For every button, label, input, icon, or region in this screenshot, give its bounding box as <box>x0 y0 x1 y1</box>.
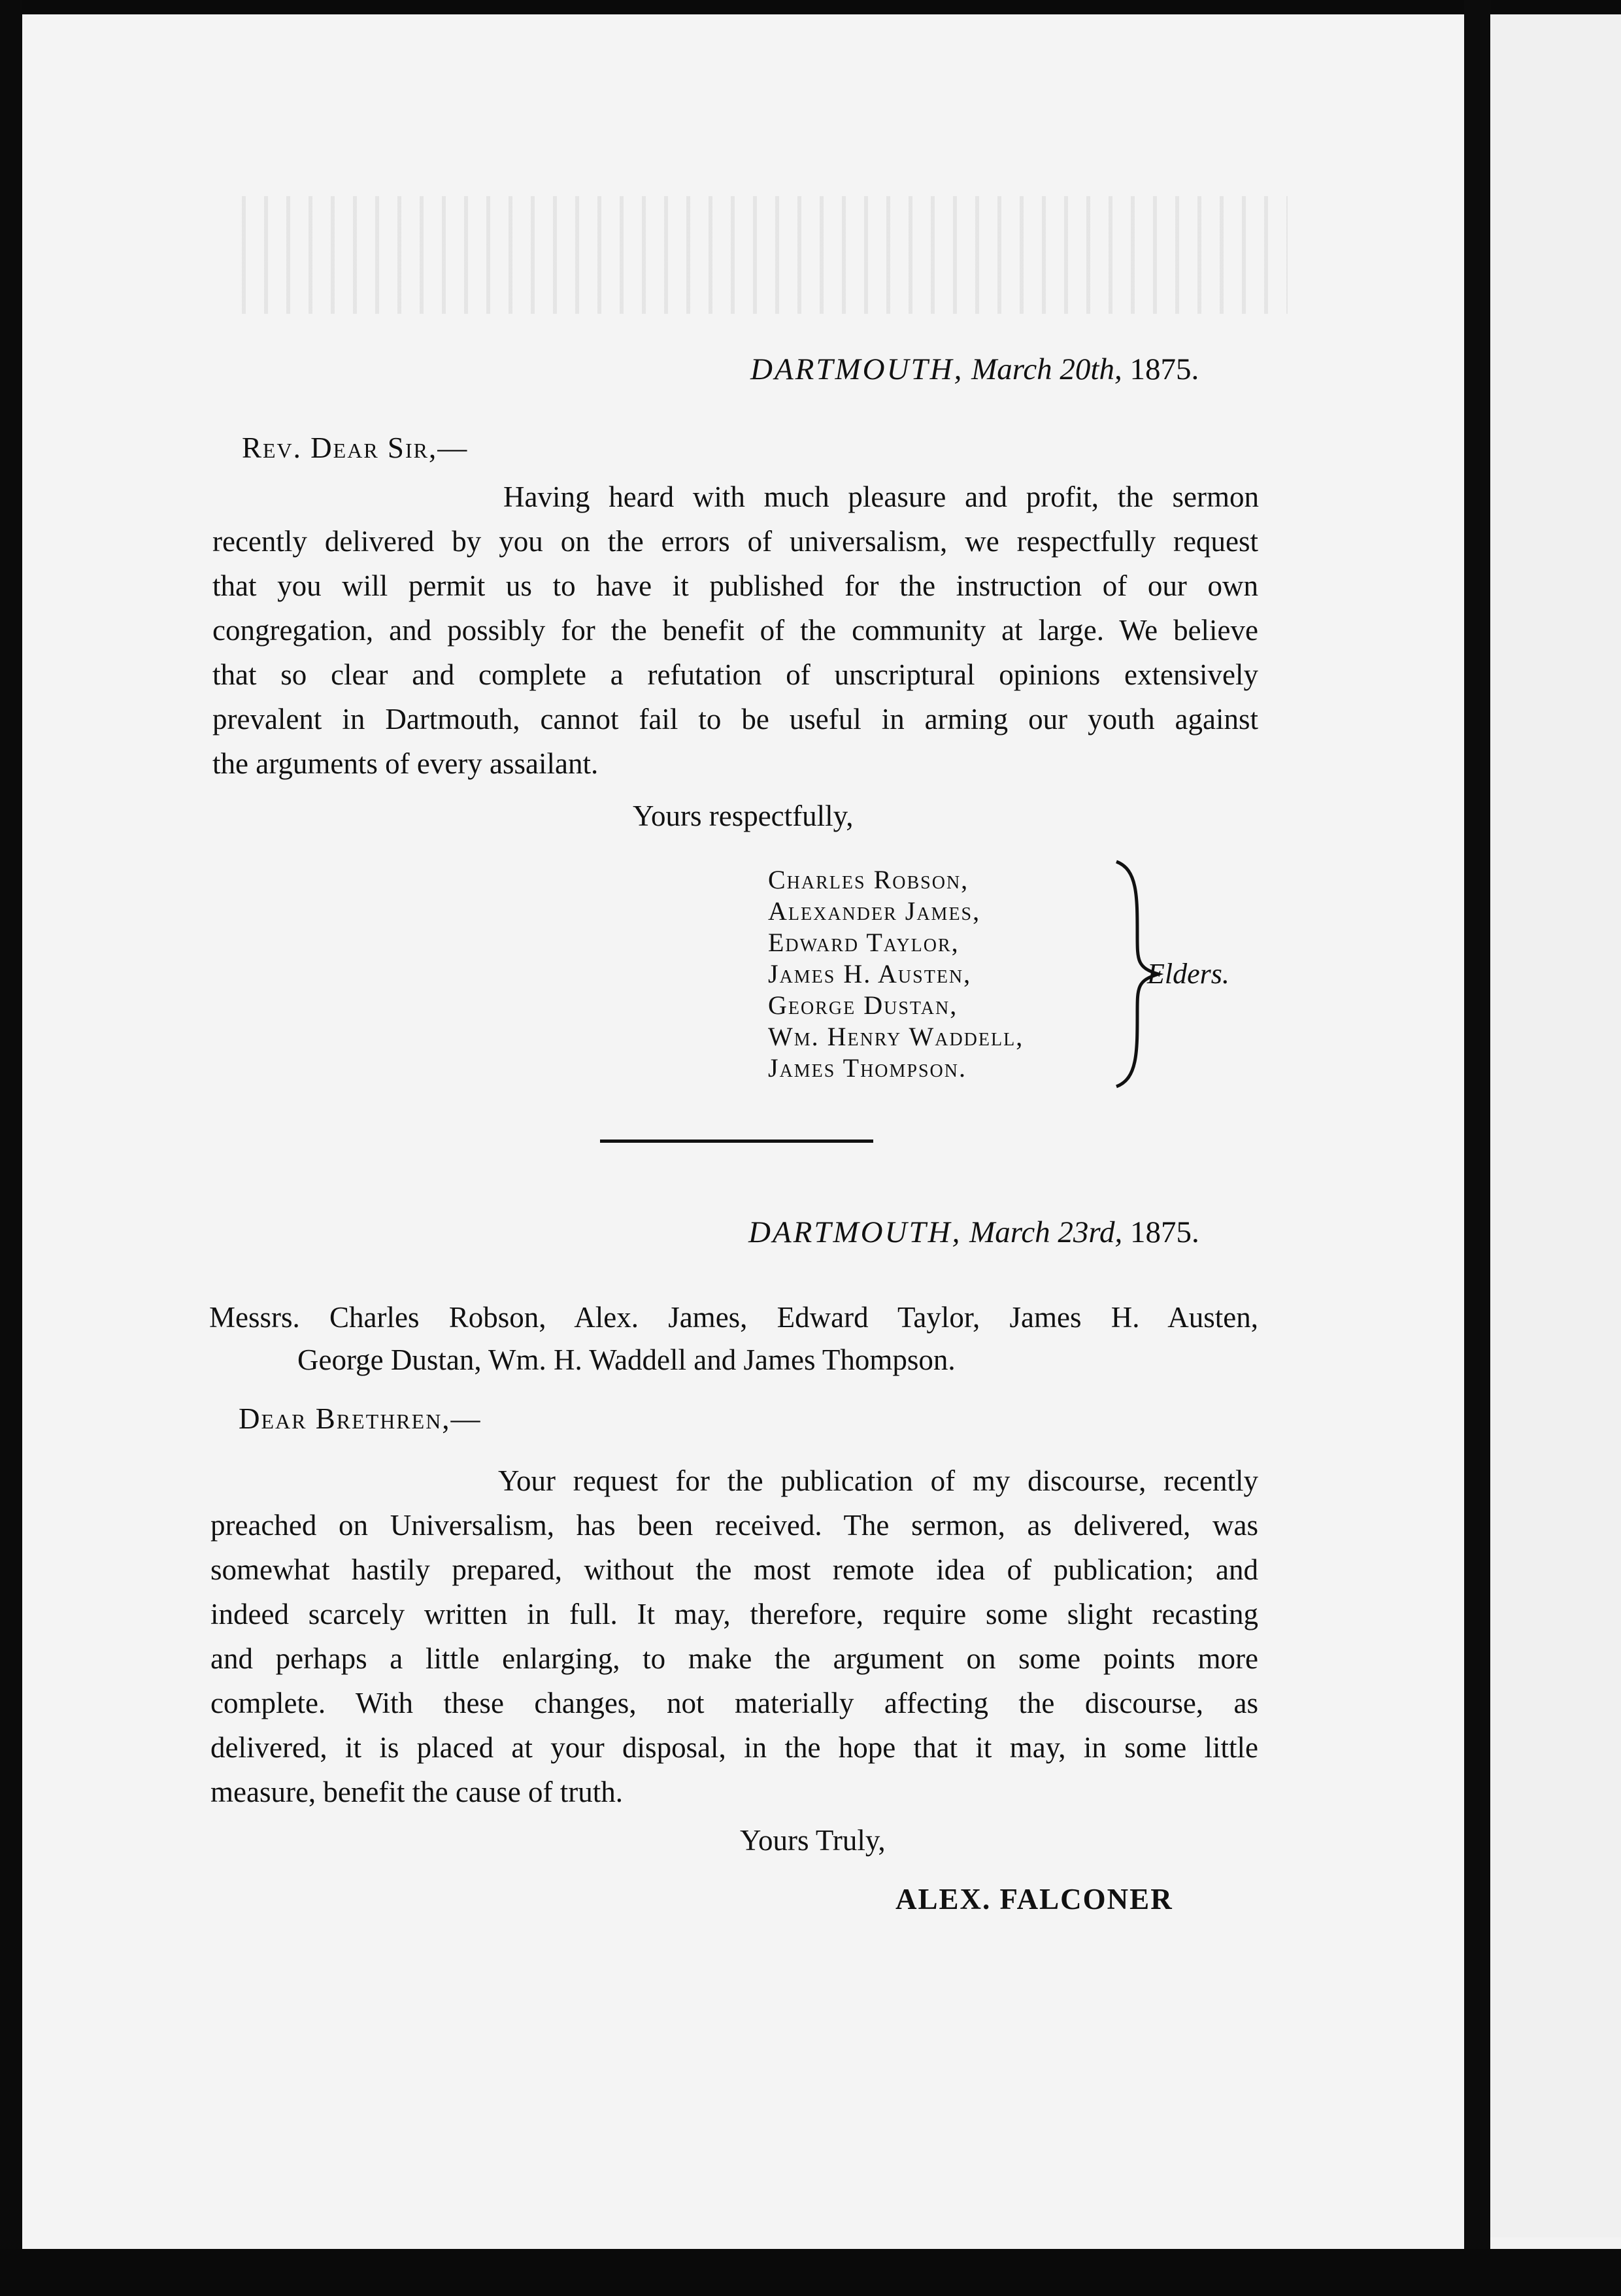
signatory-name: James Thompson. <box>768 1053 967 1083</box>
letter2-body-line: complete. With these changes, not materially affecting the discourse, as <box>210 1687 1258 1719</box>
letter1-dateline: DARTMOUTH, March 20th, 1875. <box>750 352 1199 386</box>
letter1-salutation: Rev. Dear Sir,— <box>242 431 469 464</box>
signatory-name: Alexander James, <box>768 896 981 926</box>
letter2-closing: Yours Truly, <box>740 1824 886 1857</box>
letter2-body-line: preached on Universalism, has been received. The sermon, as delivered, was <box>210 1509 1258 1542</box>
signatory-name: Wm. Henry Waddell, <box>768 1022 1024 1051</box>
letter2-salutation: Dear Brethren,— <box>239 1402 482 1435</box>
letter2-body-line: somewhat hastily prepared, without the most remote idea of publication; and <box>210 1553 1258 1586</box>
bleed-through-shadow <box>242 196 1288 314</box>
letter1-body-line: the arguments of every assailant. <box>212 747 599 780</box>
letter2-signature: ALEX. FALCONER <box>895 1883 1173 1916</box>
signatory-name: George Dustan, <box>768 990 958 1020</box>
letter2-body-line: indeed scarcely written in full. It may, therefore, require some slight recasting <box>210 1598 1258 1630</box>
letter2-body-line: and perhaps a little enlarging, to make the argument on some points more <box>210 1642 1258 1675</box>
binding-gutter <box>1464 0 1490 2296</box>
letter2-addressee-line: George Dustan, Wm. H. Waddell and James Thompson. <box>297 1343 956 1376</box>
letter1-body-line: Having heard with much pleasure and profit, the sermon <box>503 481 1259 513</box>
elders-label: Elders. <box>1147 958 1229 990</box>
letter1-body-line: that you will permit us to have it published for the instruction of our own <box>212 569 1258 602</box>
letter2-body-line: measure, benefit the cause of truth. <box>210 1776 623 1808</box>
letter2-body-line: delivered, it is placed at your disposal, in the hope that it may, in some little <box>210 1731 1258 1764</box>
scan-border-left <box>0 0 22 2296</box>
scan-border-top <box>0 0 1621 14</box>
letter2-dateline: DARTMOUTH, March 23rd, 1875. <box>748 1215 1199 1249</box>
scan-border-bottom <box>0 2249 1621 2296</box>
letter1-closing: Yours respectfully, <box>633 800 854 832</box>
letter1-body-line: prevalent in Dartmouth, cannot fail to be useful in arming our youth against <box>212 703 1258 735</box>
letter1-body-line: recently delivered by you on the errors of universalism, we respectfully request <box>212 525 1258 558</box>
letter1-body-line: that so clear and complete a refutation of unscriptural opinions extensively <box>212 658 1258 691</box>
adjacent-page-edge <box>1490 14 1621 2237</box>
letter1-body-line: congregation, and possibly for the benefit of the community at large. We believe <box>212 614 1258 647</box>
section-divider <box>600 1140 873 1143</box>
signatory-name: James H. Austen, <box>768 959 972 988</box>
signatory-name: Edward Taylor, <box>768 928 960 957</box>
letter2-body-line: Your request for the publication of my discourse, recently <box>498 1464 1258 1497</box>
letter2-addressee-line: Messrs. Charles Robson, Alex. James, Edward Taylor, James H. Austen, <box>209 1301 1258 1334</box>
signatory-name: Charles Robson, <box>768 865 969 894</box>
